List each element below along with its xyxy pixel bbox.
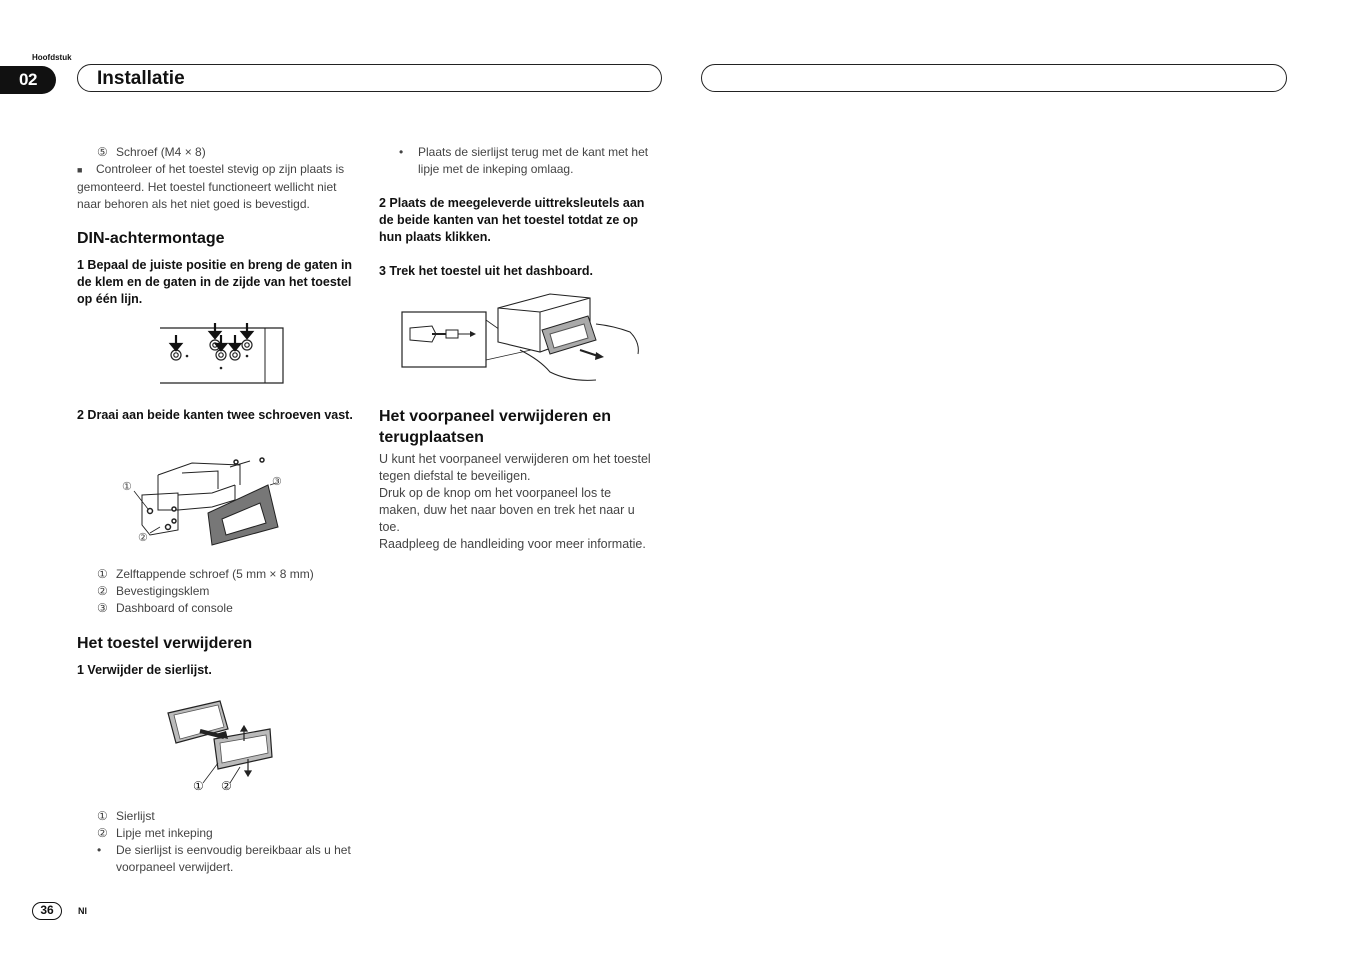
list-item: ② Lipje met inkeping — [97, 826, 213, 840]
trim-ring-figure — [160, 695, 280, 785]
check-note — [77, 161, 357, 213]
paragraph: Raadpleeg de handleiding voor meer informatie. — [379, 537, 646, 551]
fig3-callout-1: ① — [193, 779, 204, 793]
bullet-text: Plaats de sierlijst terug met de kant met het lipje met de inkeping omlaag. — [418, 145, 649, 176]
list-item: ① Zelftappende schroef (5 mm × 8 mm) — [97, 567, 314, 581]
panel-body — [379, 451, 655, 553]
bullet-icon: • — [399, 145, 404, 159]
din-bracket-figure — [155, 320, 290, 388]
section-heading-din: DIN-achtermontage — [77, 230, 225, 247]
paragraph: U kunt het voorpaneel verwijderen om het toestel tegen diefstal te beveiligen. — [379, 452, 651, 483]
list-item: ① Sierlijst — [97, 809, 155, 823]
bullet-text: De sierlijst is eenvoudig bereikbaar als u het voorpaneel verwijdert. — [116, 843, 351, 874]
item-number: ⑤ — [97, 145, 108, 159]
section-heading-panel: Het voorpaneel verwijderen en terugplaatsen — [379, 408, 612, 446]
middle-bullet — [399, 144, 659, 178]
list-item: ③ Dashboard of console — [97, 601, 233, 615]
remove-bullet — [97, 842, 359, 876]
middle-step-2: 2 Plaats de meegeleverde uittreksleutels aan de beide kanten van het toestel totdat ze op hun plaats klikken. — [379, 196, 645, 244]
middle-step-3: 3 Trek het toestel uit het dashboard. — [379, 264, 593, 278]
page-title: Installatie — [97, 68, 185, 89]
din-items-list — [97, 566, 314, 617]
square-bullet-icon: ■ — [77, 165, 83, 175]
fig3-callout-2: ② — [221, 779, 232, 793]
list-item: ② Bevestigingsklem — [97, 584, 210, 598]
title-frame-right — [701, 64, 1287, 92]
page-number: 36 — [32, 902, 62, 920]
fig2-callout-2: ② — [138, 532, 148, 544]
page-language: Nl — [78, 906, 87, 916]
bullet-icon: • — [97, 843, 102, 857]
chapter-label: Hoofdstuk — [32, 53, 72, 62]
note-text: Controleer of het toestel stevig op zijn plaats is gemonteerd. Het toestel functioneert wellicht niet naar behoren als het niet goed is bevestigd. — [77, 162, 345, 211]
din-step-2: 2 Draai aan beide kanten twee schroeven vast. — [77, 408, 353, 422]
section-heading-remove: Het toestel verwijderen — [77, 635, 253, 652]
remove-step-1: 1 Verwijder de sierlijst. — [77, 663, 212, 677]
fig2-callout-1: ① — [122, 481, 132, 493]
unit-removal-figure — [400, 290, 650, 385]
list-item-screw — [97, 144, 206, 161]
din-step-1: 1 Bepaal de juiste positie en breng de gaten in de klem en de gaten in de zijde van het toestel op één lijn. — [77, 258, 353, 306]
paragraph: Druk op de knop om het voorpaneel los te maken, duw het naar boven en trek het naar u toe. — [379, 486, 635, 534]
remove-items-list — [97, 808, 213, 842]
fig2-callout-3: ③ — [272, 476, 282, 488]
chapter-number-badge: 02 — [0, 66, 56, 94]
item-text: Schroef (M4 × 8) — [116, 145, 206, 159]
